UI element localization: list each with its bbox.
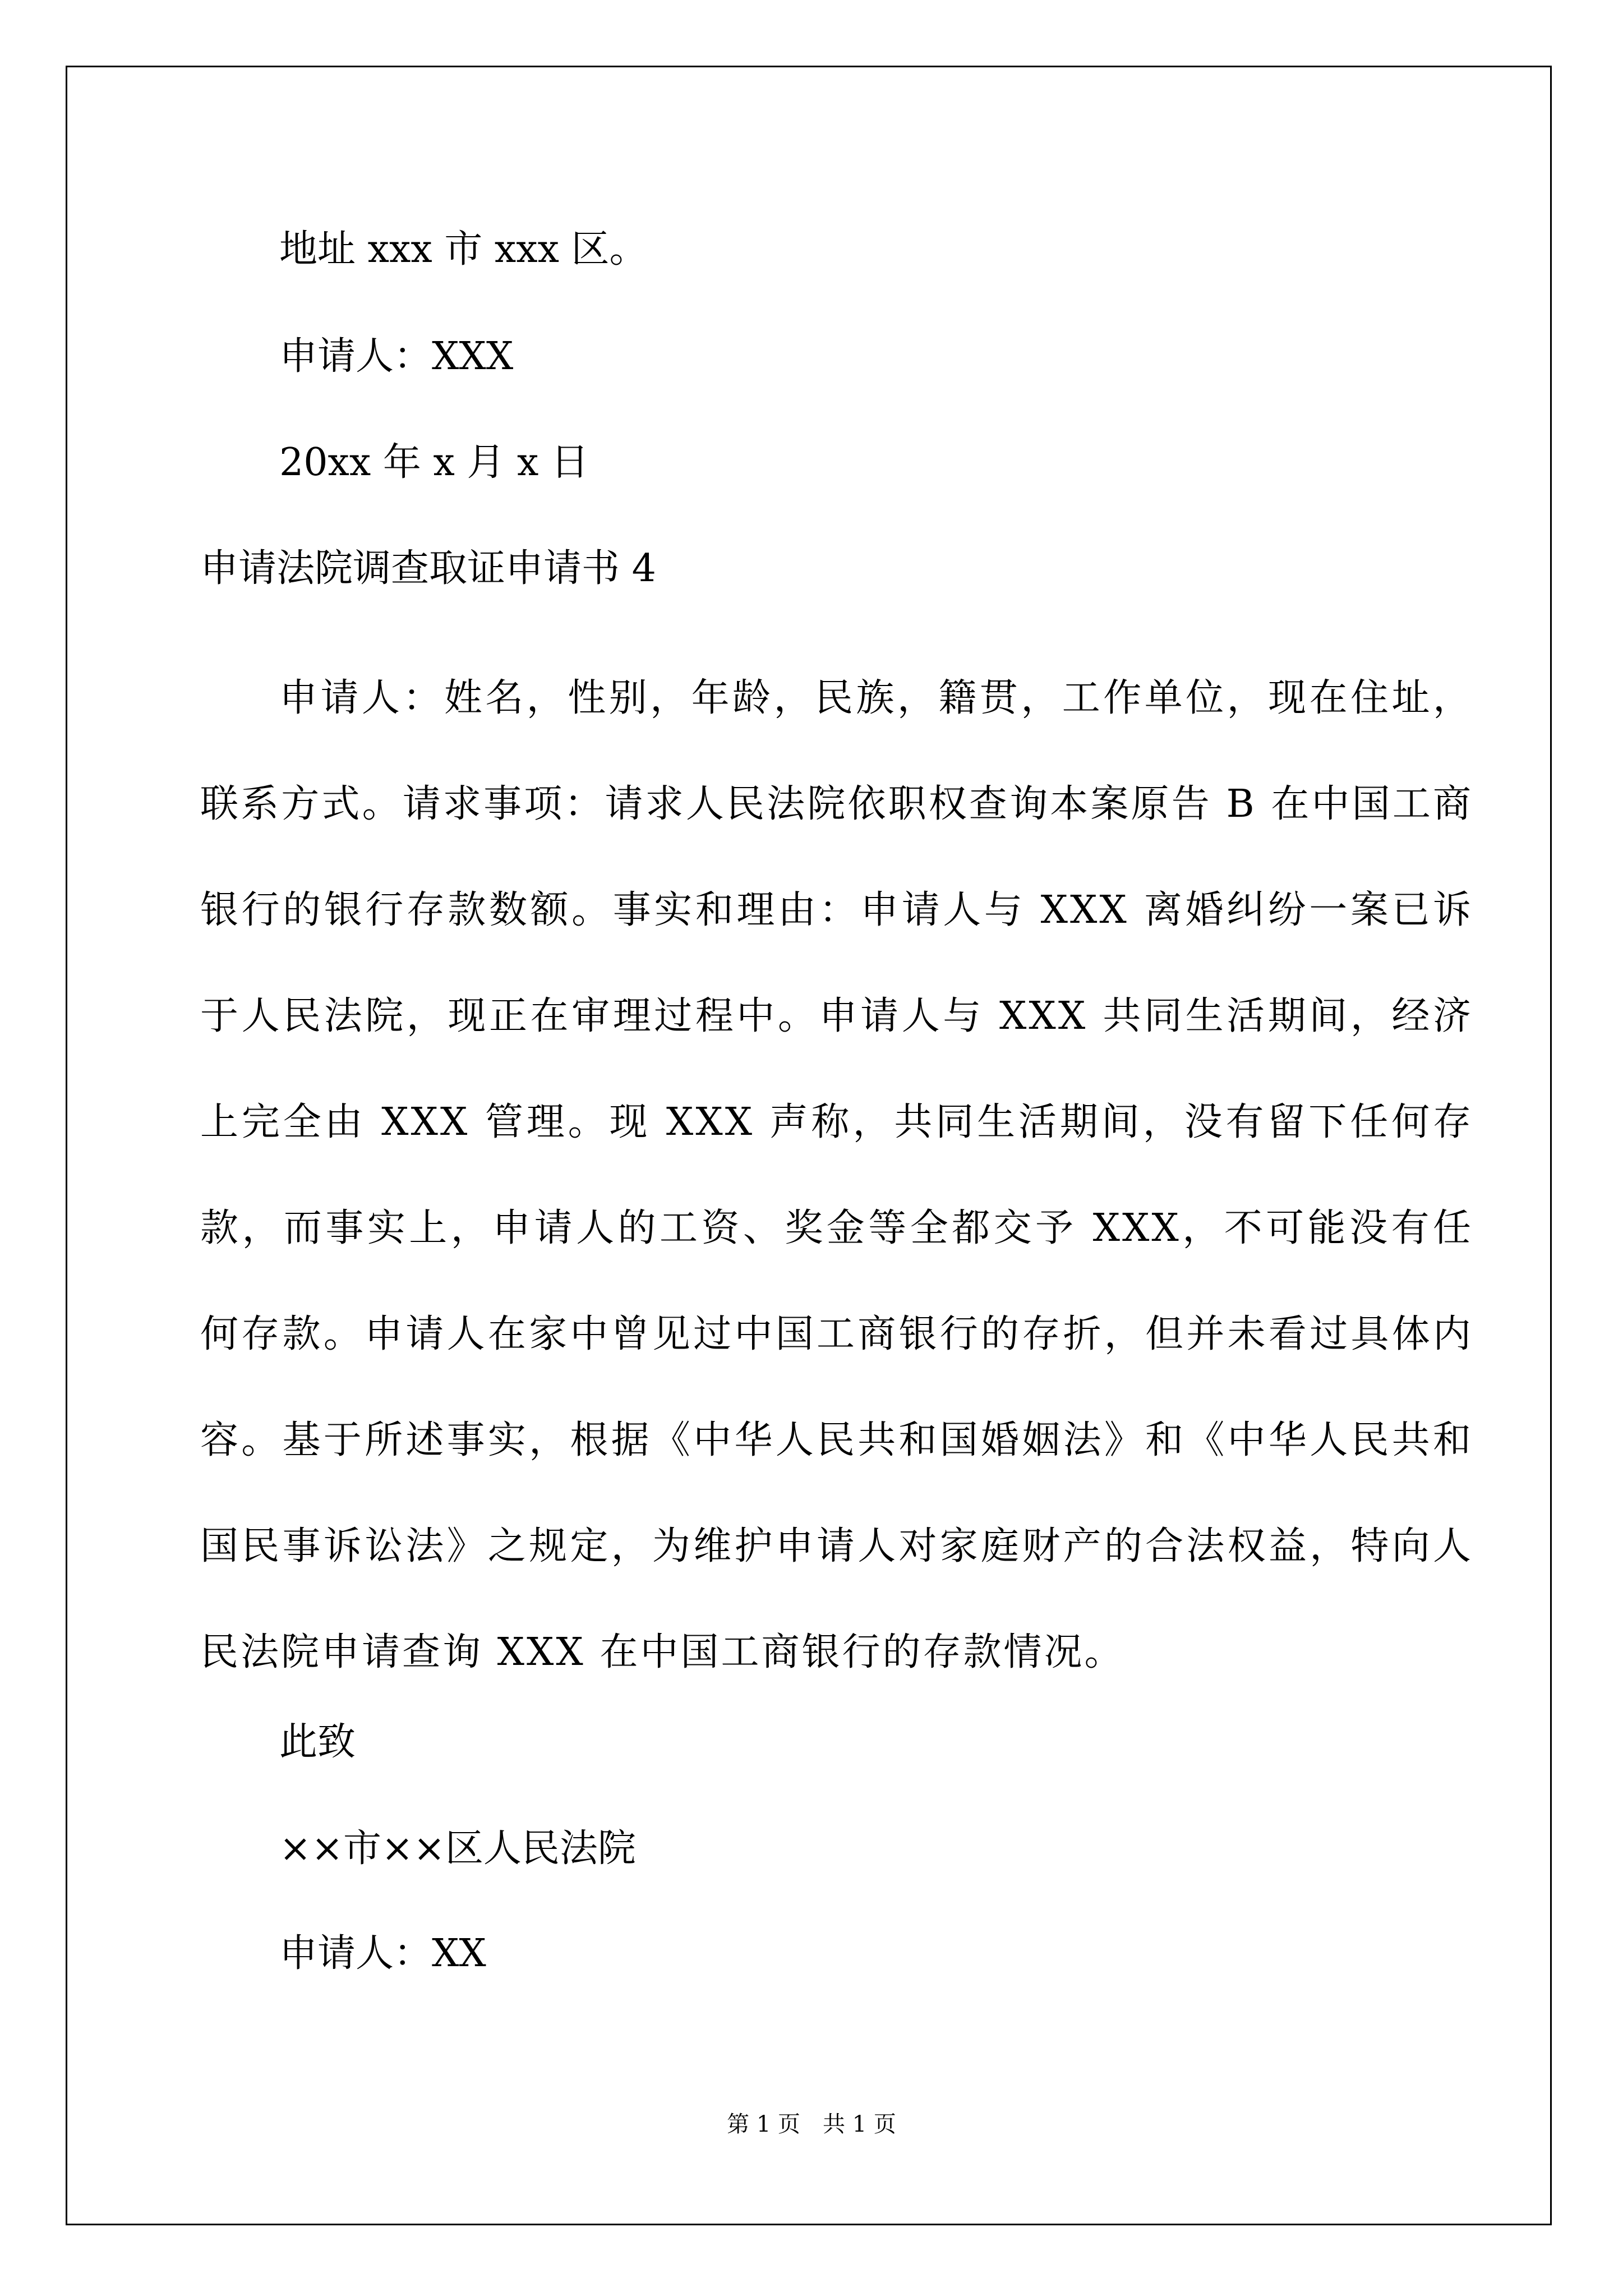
applicant-line-top: 申请人：XXX [279, 334, 514, 379]
address-line: 地址 xxx 市 xxx 区。 [279, 227, 648, 272]
court-line: ××市××区人民法院 [279, 1826, 636, 1871]
section-heading: 申请法院调查取证申请书 4 [200, 546, 656, 591]
page-number-footer: 第 1 页 共 1 页 [727, 2111, 896, 2137]
applicant-line-bottom: 申请人：XX [279, 1931, 486, 1976]
salutation-line: 此致 [279, 1720, 356, 1764]
body-paragraph: 申请人：姓名，性别，年龄，民族，籍贯，工作单位，现在住址，联系方式。请求事项：请求人民法院依职权查询本案原告 B 在中国工商银行的银行存款数额。事实和理由：申请人与 XXX 离婚纠纷一案已诉于人民法院，现正在审理过程中。申请人与 XXX 共同生活期间，经济上完全由 XXX 管理。现 XXX 声称，共同生活期间，没有留下任何存款，而事实上，申请人的工资、奖金等全都交予 XXX，不可能没有任何存款。申请人在家中曾见过中国工商银行的存折，但并未看过具体内容。基于所述事实，根据《中华人民共和国婚姻法》和《中华人民共和国民事诉讼法》之规定，为维护申请人对家庭财产的合法权益，特向人民法院申请查询 XXX 在中国工商银行的存款情况。 [200, 676, 1473, 1674]
date-line: 20xx 年 x 月 x 日 [279, 440, 589, 485]
